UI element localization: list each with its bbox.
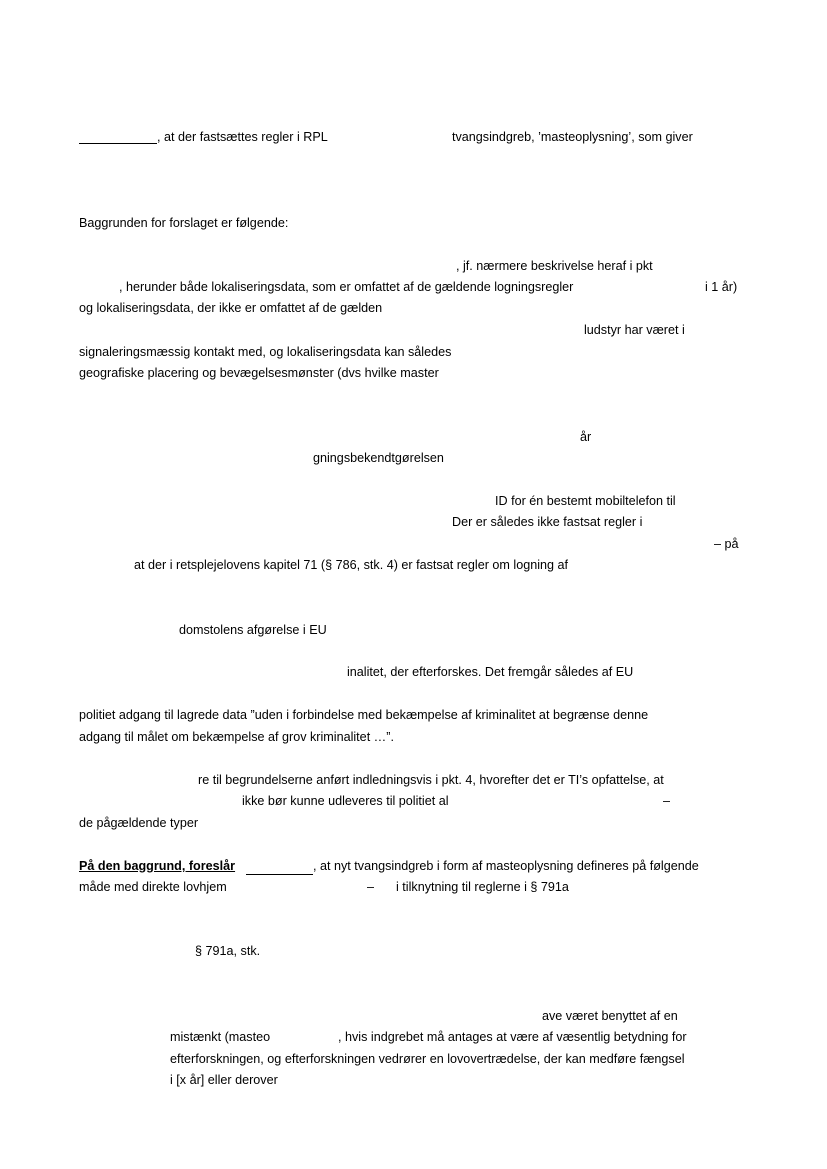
text-line: § 791a, stk. xyxy=(195,944,261,958)
text-line: ID for én bestemt mobiltelefon til xyxy=(495,494,676,508)
text-line: Der er således ikke fastsat regler i xyxy=(452,515,643,529)
text-line: geografiske placering og bevægelsesmønster (dvs hvilke master xyxy=(79,366,439,380)
text-line: tvangsindgreb, ’masteoplysning’, som giver xyxy=(452,130,693,144)
text-line: inalitet, der efterforskes. Det fremgår således af EU xyxy=(347,665,634,679)
text-line: at der i retsplejelovens kapitel 71 (§ 786, stk. 4) er fastsat regler om logning af xyxy=(134,558,569,572)
text-line: i 1 år) xyxy=(705,280,738,294)
text-line: , at der fastsættes regler i RPL xyxy=(157,130,328,144)
text-line: måde med direkte lovhjem xyxy=(79,880,227,894)
text-line: ave været benyttet af en xyxy=(542,1009,678,1023)
blank-line-1 xyxy=(79,143,157,144)
text-line: mistænkt (masteo xyxy=(170,1030,271,1044)
text-line: ludstyr har været i xyxy=(584,323,685,337)
text-line: ikke bør kunne udleveres til politiet al xyxy=(242,794,449,808)
text-line: år xyxy=(580,430,592,444)
text-line: – på xyxy=(714,537,739,551)
text-line: – xyxy=(367,880,375,894)
text-line: gningsbekendtgørelsen xyxy=(313,451,444,465)
text-line: , at nyt tvangsindgreb i form af masteoplysning defineres på følgende xyxy=(313,859,699,873)
text-line: og lokaliseringsdata, der ikke er omfattet af de gælden xyxy=(79,301,383,315)
text-line: , jf. nærmere beskrivelse heraf i pkt xyxy=(456,259,653,273)
text-line-heading: På den baggrund, foreslår xyxy=(79,859,236,873)
text-line: politiet adgang til lagrede data ”uden i forbindelse med bekæmpelse af kriminalitet at begrænse denne xyxy=(79,708,649,722)
text-line: i tilknytning til reglerne i § 791a xyxy=(396,880,569,894)
text-line: i [x år] eller derover xyxy=(170,1073,278,1087)
text-line: domstolens afgørelse i EU xyxy=(179,623,327,637)
text-line: re til begrundelserne anført indledningsvis i pkt. 4, hvorefter det er TI’s opfattelse, at xyxy=(198,773,664,787)
text-line: de pågældende typer xyxy=(79,816,199,830)
text-line: signaleringsmæssig kontakt med, og lokaliseringsdata kan således xyxy=(79,345,452,359)
blank-line-2 xyxy=(246,874,313,875)
text-line: efterforskningen, og efterforskningen vedrører en lovovertrædelse, der kan medføre fængsel xyxy=(170,1052,685,1066)
text-line: , hvis indgrebet må antages at være af væsentlig betydning for xyxy=(338,1030,687,1044)
text-line: – xyxy=(663,794,671,808)
text-line: , herunder både lokaliseringsdata, som er omfattet af de gældende logningsregler xyxy=(119,280,574,294)
text-line: adgang til målet om bekæmpelse af grov kriminalitet …”. xyxy=(79,730,394,744)
text-line: Baggrunden for forslaget er følgende: xyxy=(79,216,289,230)
